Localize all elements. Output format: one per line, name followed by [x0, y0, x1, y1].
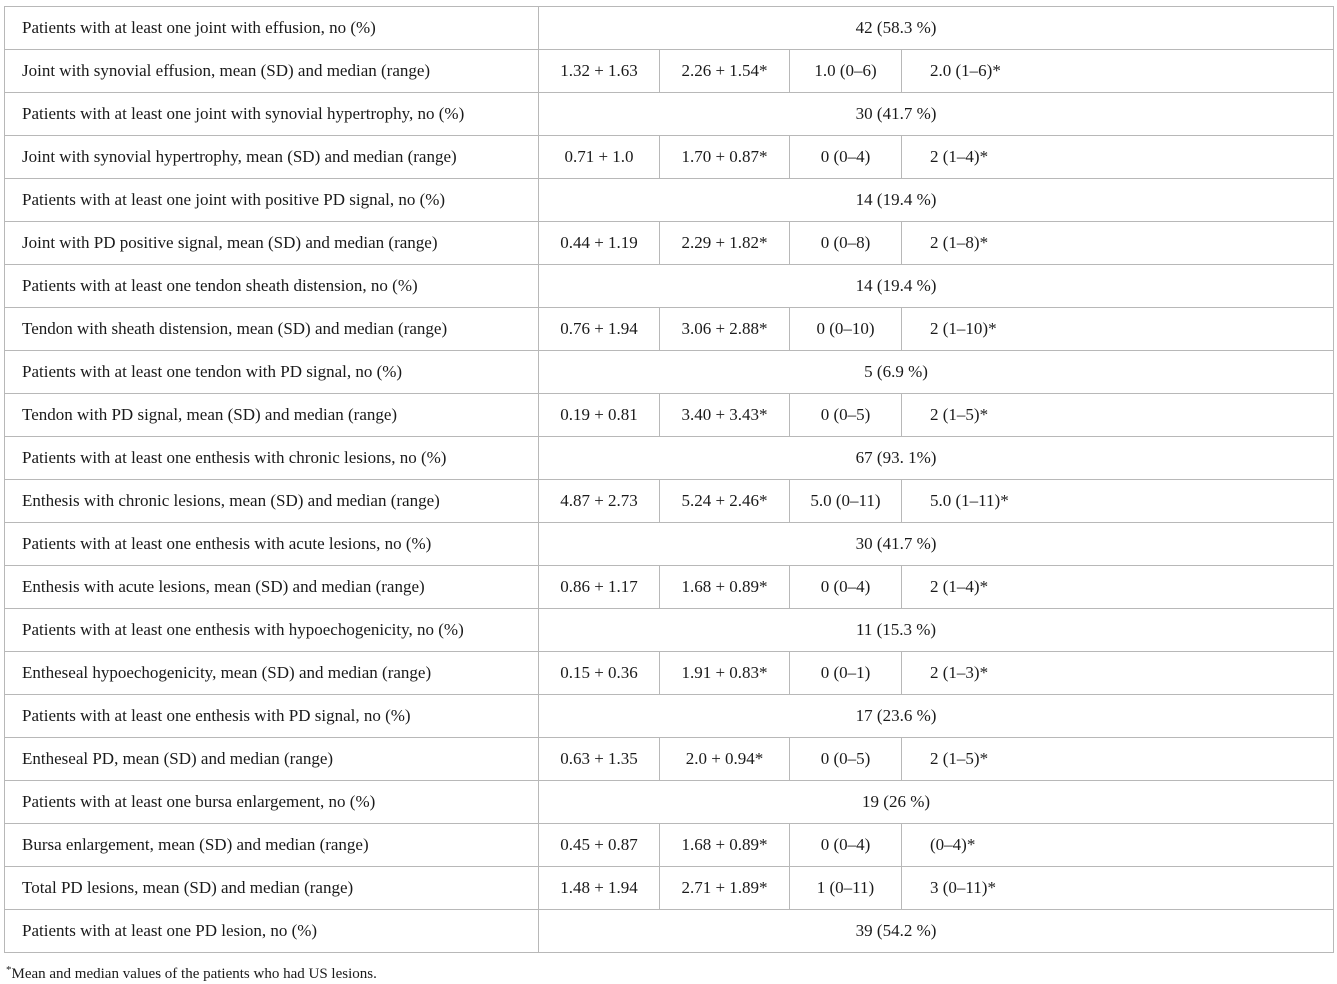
table-footnote — [6, 961, 377, 983]
mean-all-value: 0.45 + 0.87 — [539, 824, 660, 867]
row-count-value: 30 (41.7 %) — [539, 93, 1334, 136]
row-count-value: 14 (19.4 %) — [539, 265, 1334, 308]
mean-all-value: 0.15 + 0.36 — [539, 652, 660, 695]
row-count-value: 67 (93. 1%) — [539, 437, 1334, 480]
median-all-value: 0 (0–8) — [790, 222, 902, 265]
table-row — [5, 50, 1334, 93]
table-row — [5, 867, 1334, 910]
table-row — [5, 136, 1334, 179]
row-label: Patients with at least one joint with effusion, no (%) — [5, 7, 539, 50]
median-all-value: 1 (0–11) — [790, 867, 902, 910]
median-all-value: 0 (0–5) — [790, 738, 902, 781]
table-row — [5, 738, 1334, 781]
row-label: Patients with at least one enthesis with acute lesions, no (%) — [5, 523, 539, 566]
row-label: Entheseal hypoechogenicity, mean (SD) and median (range) — [5, 652, 539, 695]
median-lesion-value: 2 (1–4)* — [902, 136, 1334, 179]
mean-all-value: 0.63 + 1.35 — [539, 738, 660, 781]
row-count-value: 19 (26 %) — [539, 781, 1334, 824]
row-label: Patients with at least one tendon sheath distension, no (%) — [5, 265, 539, 308]
median-all-value: 0 (0–10) — [790, 308, 902, 351]
table-row — [5, 652, 1334, 695]
median-lesion-value: 2 (1–8)* — [902, 222, 1334, 265]
median-lesion-value: 3 (0–11)* — [902, 867, 1334, 910]
row-label: Patients with at least one enthesis with hypoechogenicity, no (%) — [5, 609, 539, 652]
row-label: Enthesis with acute lesions, mean (SD) and median (range) — [5, 566, 539, 609]
row-label: Bursa enlargement, mean (SD) and median (range) — [5, 824, 539, 867]
mean-lesion-value: 1.91 + 0.83* — [660, 652, 790, 695]
mean-all-value: 0.19 + 0.81 — [539, 394, 660, 437]
mean-lesion-value: 2.0 + 0.94* — [660, 738, 790, 781]
row-label: Patients with at least one bursa enlargement, no (%) — [5, 781, 539, 824]
row-label: Patients with at least one joint with positive PD signal, no (%) — [5, 179, 539, 222]
mean-all-value: 0.71 + 1.0 — [539, 136, 660, 179]
row-label: Enthesis with chronic lesions, mean (SD) and median (range) — [5, 480, 539, 523]
table-row — [5, 93, 1334, 136]
table-body — [5, 7, 1334, 953]
row-label: Tendon with PD signal, mean (SD) and median (range) — [5, 394, 539, 437]
median-all-value: 0 (0–4) — [790, 824, 902, 867]
row-count-value: 39 (54.2 %) — [539, 910, 1334, 953]
median-lesion-value: 2 (1–4)* — [902, 566, 1334, 609]
table-row — [5, 609, 1334, 652]
table-row — [5, 566, 1334, 609]
mean-all-value: 0.44 + 1.19 — [539, 222, 660, 265]
mean-lesion-value: 1.68 + 0.89* — [660, 566, 790, 609]
table-row — [5, 351, 1334, 394]
row-count-value: 17 (23.6 %) — [539, 695, 1334, 738]
mean-all-value: 0.76 + 1.94 — [539, 308, 660, 351]
mean-lesion-value: 3.06 + 2.88* — [660, 308, 790, 351]
table-row — [5, 265, 1334, 308]
footnote-mark: * — [6, 964, 12, 976]
table-row — [5, 308, 1334, 351]
row-label: Tendon with sheath distension, mean (SD) and median (range) — [5, 308, 539, 351]
row-label: Patients with at least one enthesis with chronic lesions, no (%) — [5, 437, 539, 480]
table-row — [5, 437, 1334, 480]
median-all-value: 0 (0–4) — [790, 136, 902, 179]
mean-lesion-value: 2.26 + 1.54* — [660, 50, 790, 93]
row-label: Patients with at least one joint with synovial hypertrophy, no (%) — [5, 93, 539, 136]
mean-all-value: 0.86 + 1.17 — [539, 566, 660, 609]
median-all-value: 0 (0–4) — [790, 566, 902, 609]
row-label: Total PD lesions, mean (SD) and median (range) — [5, 867, 539, 910]
median-all-value: 0 (0–5) — [790, 394, 902, 437]
table-row — [5, 222, 1334, 265]
median-lesion-value: 2 (1–3)* — [902, 652, 1334, 695]
mean-all-value: 1.32 + 1.63 — [539, 50, 660, 93]
row-count-value: 11 (15.3 %) — [539, 609, 1334, 652]
row-label: Entheseal PD, mean (SD) and median (range) — [5, 738, 539, 781]
row-count-value: 30 (41.7 %) — [539, 523, 1334, 566]
row-label: Patients with at least one tendon with PD signal, no (%) — [5, 351, 539, 394]
row-count-value: 5 (6.9 %) — [539, 351, 1334, 394]
table-row — [5, 824, 1334, 867]
row-label: Patients with at least one PD lesion, no (%) — [5, 910, 539, 953]
mean-lesion-value: 2.71 + 1.89* — [660, 867, 790, 910]
median-lesion-value: 2 (1–5)* — [902, 394, 1334, 437]
row-label: Joint with synovial hypertrophy, mean (SD) and median (range) — [5, 136, 539, 179]
median-lesion-value: 5.0 (1–11)* — [902, 480, 1334, 523]
row-label: Joint with synovial effusion, mean (SD) and median (range) — [5, 50, 539, 93]
mean-lesion-value: 5.24 + 2.46* — [660, 480, 790, 523]
mean-lesion-value: 1.70 + 0.87* — [660, 136, 790, 179]
median-lesion-value: 2.0 (1–6)* — [902, 50, 1334, 93]
table-row — [5, 7, 1334, 50]
row-label: Joint with PD positive signal, mean (SD) and median (range) — [5, 222, 539, 265]
row-count-value: 14 (19.4 %) — [539, 179, 1334, 222]
row-count-value: 42 (58.3 %) — [539, 7, 1334, 50]
mean-lesion-value: 1.68 + 0.89* — [660, 824, 790, 867]
mean-all-value: 4.87 + 2.73 — [539, 480, 660, 523]
table-row — [5, 480, 1334, 523]
table-row — [5, 179, 1334, 222]
median-all-value: 1.0 (0–6) — [790, 50, 902, 93]
table-row — [5, 394, 1334, 437]
mean-lesion-value: 2.29 + 1.82* — [660, 222, 790, 265]
table-row — [5, 910, 1334, 953]
median-lesion-value: (0–4)* — [902, 824, 1334, 867]
us-findings-table — [4, 6, 1334, 953]
median-lesion-value: 2 (1–5)* — [902, 738, 1334, 781]
median-lesion-value: 2 (1–10)* — [902, 308, 1334, 351]
table-row — [5, 523, 1334, 566]
mean-lesion-value: 3.40 + 3.43* — [660, 394, 790, 437]
median-all-value: 0 (0–1) — [790, 652, 902, 695]
row-label: Patients with at least one enthesis with PD signal, no (%) — [5, 695, 539, 738]
table-row — [5, 695, 1334, 738]
mean-all-value: 1.48 + 1.94 — [539, 867, 660, 910]
footnote-text: Mean and median values of the patients who had US lesions. — [11, 966, 377, 982]
table-row — [5, 781, 1334, 824]
median-all-value: 5.0 (0–11) — [790, 480, 902, 523]
